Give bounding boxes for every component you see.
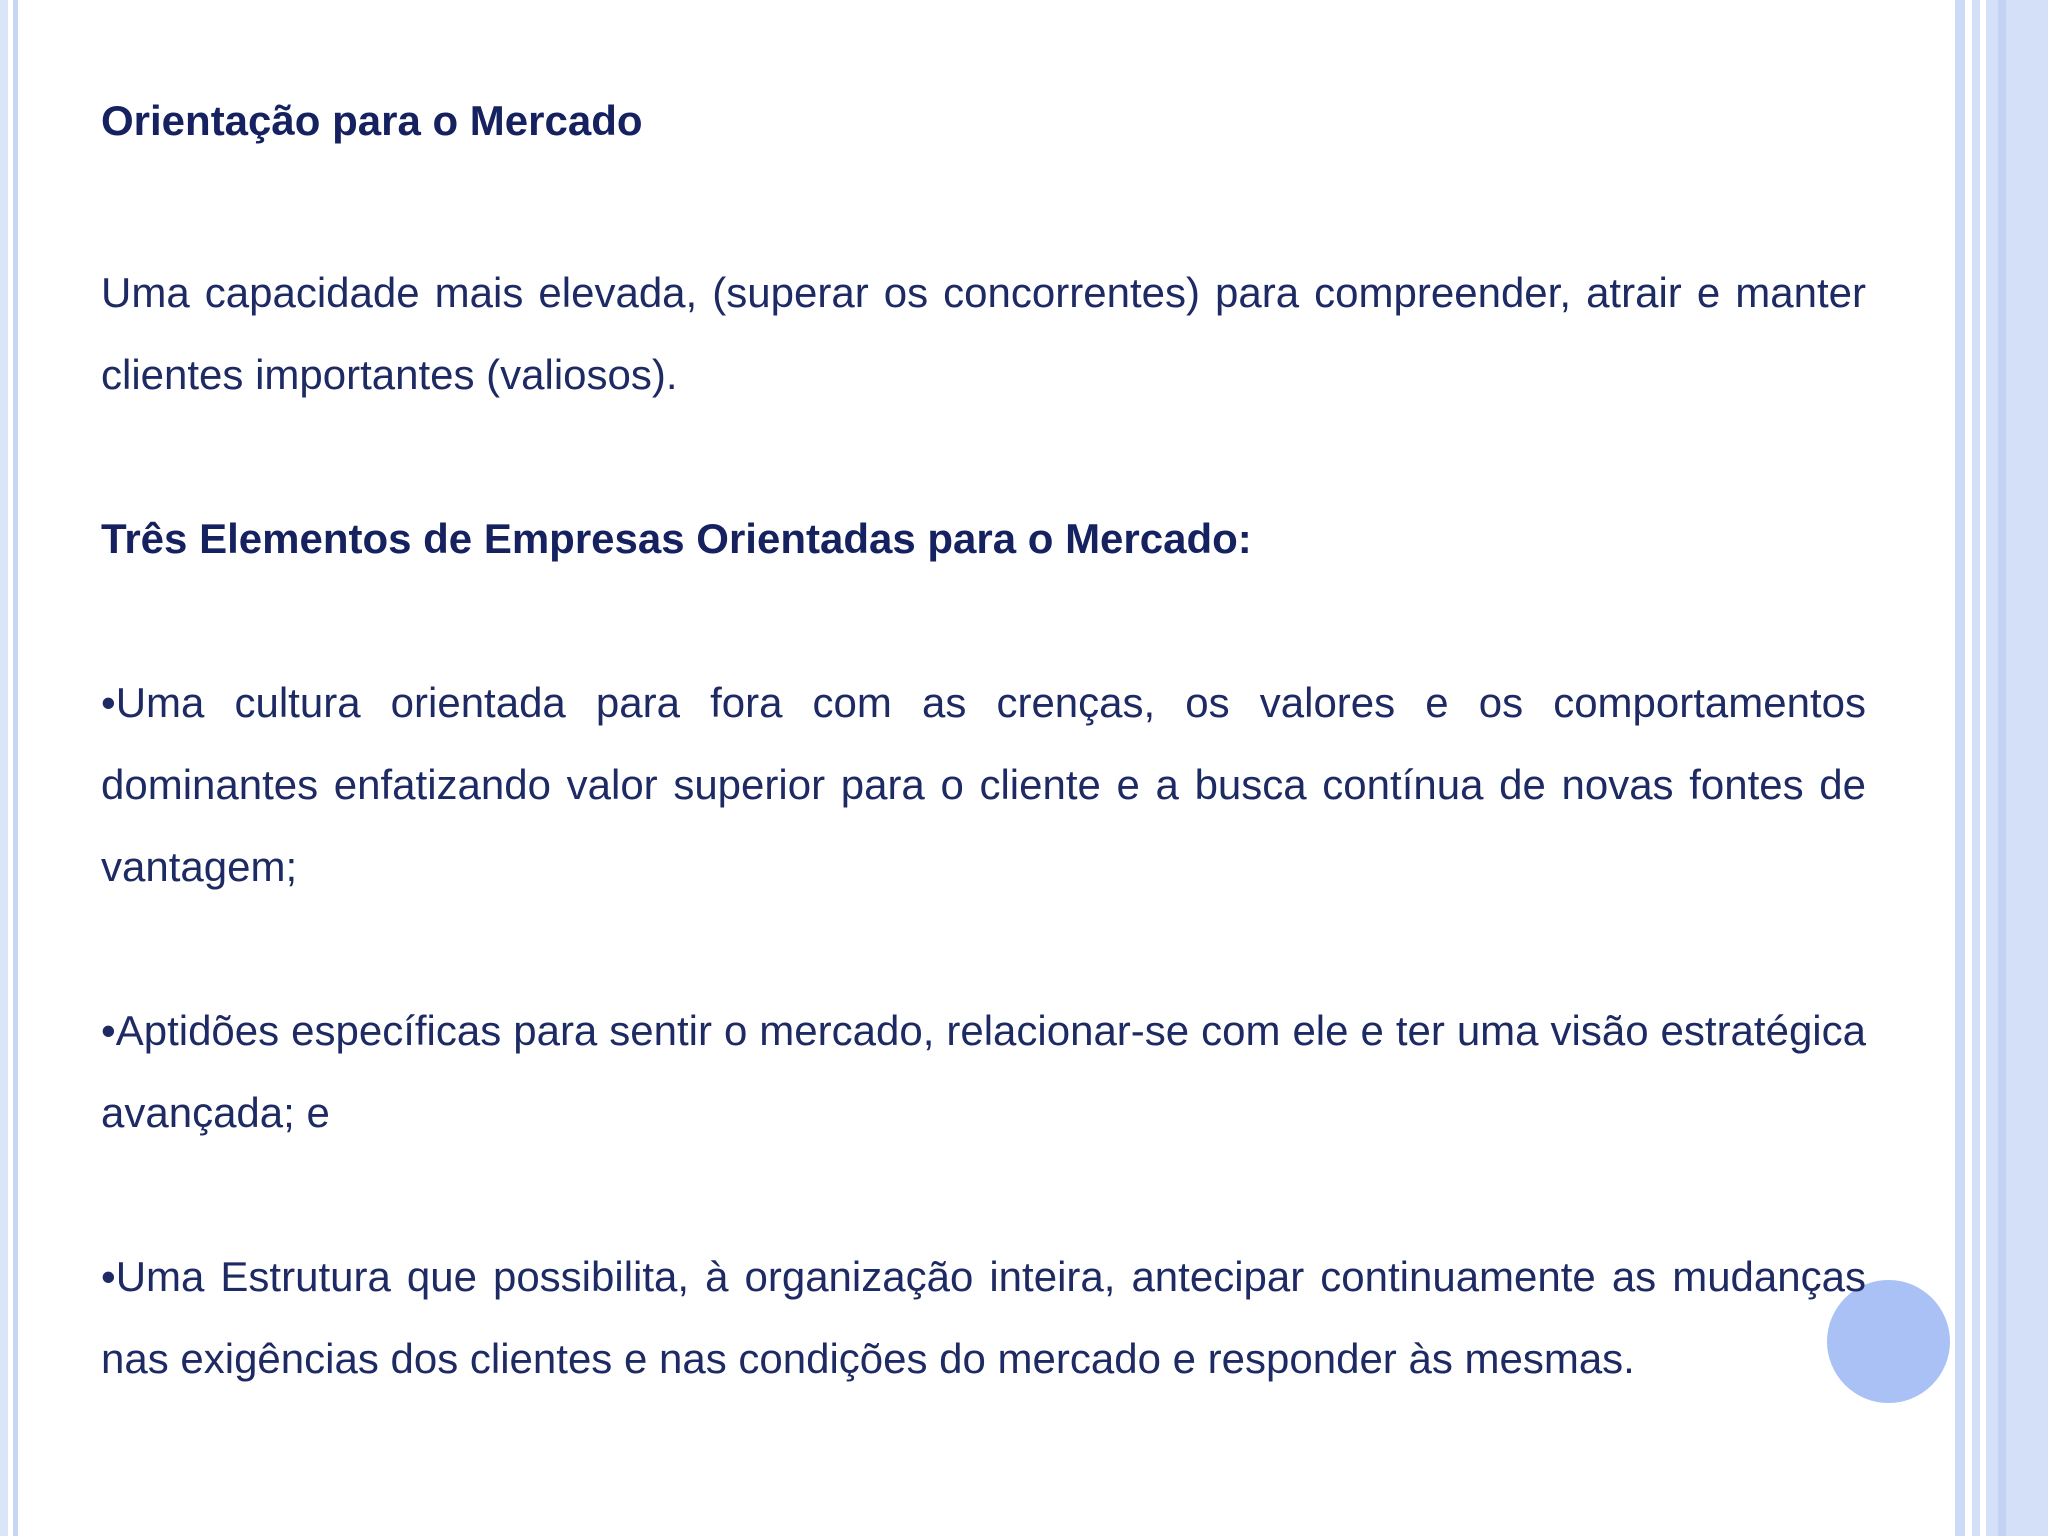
right-border-line (1955, 0, 1965, 1536)
left-border-line (0, 0, 8, 1536)
bullet-item-structure: •Uma Estrutura que possibilita, à organização inteira, antecipar continuamente as mudanças nas exigências dos clientes e nas condições do mercado e responder às mesmas. (101, 1253, 1866, 1382)
bullet-item-culture: •Uma cultura orientada para fora com as crenças, os valores e os comportamentos dominantes enfatizando valor superior para o cliente e a busca contínua de novas fontes de vantagem; (101, 679, 1866, 890)
bullet-item-aptitudes: •Aptidões específicas para sentir o mercado, relacionar-se com ele e ter uma visão estratégica avançada; e (101, 1007, 1866, 1136)
definition-text: Uma capacidade mais elevada, (superar os concorrentes) para compreender, atrair e manter clientes importantes (valiosos). (101, 269, 1866, 398)
slide-title: Orientação para o Mercado (101, 97, 643, 144)
left-border-line-inner (13, 0, 18, 1536)
slide-subtitle: Três Elementos de Empresas Orientadas para o Mercado: (101, 515, 1252, 562)
right-border-panel (1972, 0, 2048, 1536)
slide-content (101, 88, 1866, 1400)
